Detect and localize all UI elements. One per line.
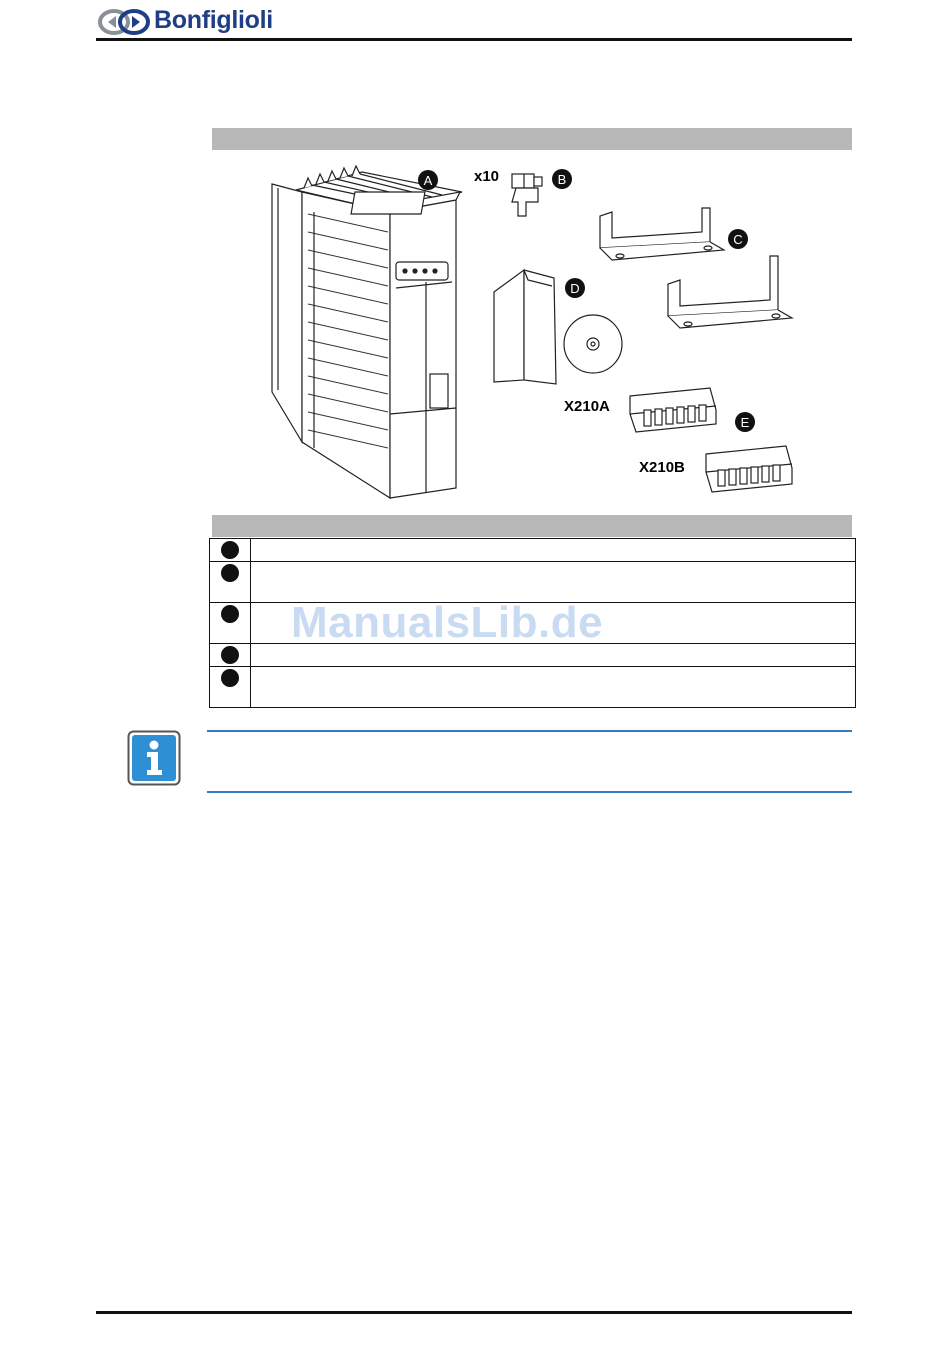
callout-b-label: B bbox=[557, 172, 567, 187]
filled-circle-marker bbox=[221, 669, 239, 687]
legend-marker-cell bbox=[210, 667, 251, 708]
filled-circle-marker bbox=[221, 564, 239, 582]
brand-logo bbox=[96, 6, 296, 36]
callout-d-label: D bbox=[570, 281, 580, 296]
filled-circle-marker bbox=[221, 646, 239, 664]
note-bottom-rule bbox=[207, 791, 852, 793]
header-rule bbox=[96, 38, 852, 41]
legend-row bbox=[210, 667, 856, 708]
info-icon bbox=[127, 730, 181, 786]
terminal-block-x210b-illustration bbox=[706, 446, 792, 492]
legend-marker-cell bbox=[210, 539, 251, 562]
note-top-rule bbox=[207, 730, 852, 732]
legend-marker-cell bbox=[210, 644, 251, 667]
legend-row bbox=[210, 539, 856, 562]
legend-description-cell bbox=[251, 562, 856, 603]
legend-description-cell bbox=[251, 539, 856, 562]
terminal-block-x210a-illustration bbox=[630, 388, 716, 432]
callout-e bbox=[735, 412, 755, 432]
footer-rule bbox=[96, 1311, 852, 1314]
figure-header-bar bbox=[212, 128, 852, 150]
inverter-device-illustration bbox=[272, 166, 462, 498]
quantity-label: x10 bbox=[474, 168, 500, 185]
callout-c-label: C bbox=[733, 232, 743, 247]
brand-name: Bonfiglioli bbox=[154, 6, 273, 34]
filled-circle-marker bbox=[221, 541, 239, 559]
mounting-bracket-illustration bbox=[600, 208, 792, 328]
callout-e-label: E bbox=[740, 415, 750, 430]
connector-label-x210b: X210B bbox=[639, 459, 685, 476]
filled-circle-marker bbox=[221, 605, 239, 623]
pluggable-terminal-illustration bbox=[512, 174, 542, 216]
brand-logo-mark bbox=[96, 6, 156, 36]
legend-row bbox=[210, 562, 856, 603]
legend-table-header bbox=[212, 515, 852, 537]
manual-booklet-illustration bbox=[494, 270, 556, 384]
legend-marker-cell bbox=[210, 562, 251, 603]
watermark: ManualsLib.de bbox=[291, 598, 604, 647]
callout-a bbox=[418, 170, 438, 190]
connector-label-x210a: X210A bbox=[564, 398, 610, 415]
cd-rom-illustration bbox=[564, 315, 622, 373]
callout-a-label: A bbox=[423, 173, 433, 188]
scope-of-delivery-figure bbox=[212, 152, 852, 512]
callout-c bbox=[728, 229, 748, 249]
callout-b bbox=[552, 169, 572, 189]
legend-description-cell bbox=[251, 667, 856, 708]
callout-d bbox=[565, 278, 585, 298]
legend-marker-cell bbox=[210, 603, 251, 644]
